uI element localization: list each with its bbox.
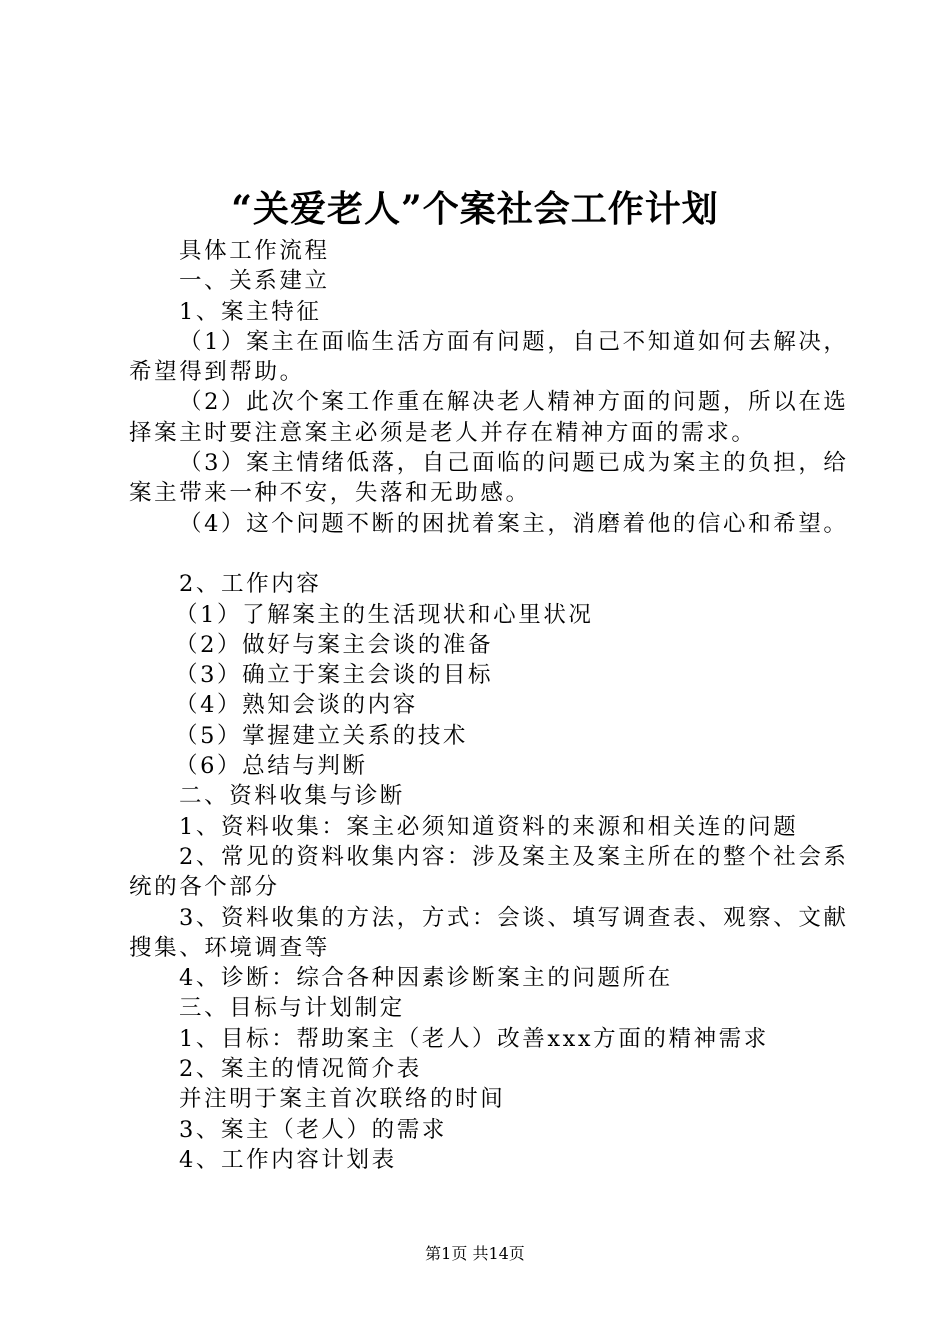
- subsection-heading: 2、工作内容: [179, 571, 322, 598]
- section-heading: 二、资料收集与诊断: [179, 783, 405, 810]
- section-heading: 三、目标与计划制定: [179, 995, 405, 1022]
- paragraph: （1）案主在面临生活方面有问题，自己不知道如何去解决，希望得到帮助。: [129, 328, 849, 386]
- list-item: （6）总结与判断: [175, 753, 368, 780]
- blank-line: [129, 539, 849, 569]
- document-title: “关爱老人”个案社会工作计划: [231, 188, 719, 230]
- section-heading: 一、关系建立: [179, 268, 330, 295]
- paragraph: （2）此次个案工作重在解决老人精神方面的问题，所以在选择案主时要注意案主必须是老人并存在精神方面的需求。: [129, 389, 849, 446]
- paragraph: 4、工作内容计划表: [179, 1146, 397, 1173]
- document-body: [129, 236, 849, 1175]
- paragraph: 2、常见的资料收集内容：涉及案主及案主所在的整个社会系统的各个部分: [129, 843, 849, 901]
- paragraph: 3、资料收集的方法，方式：会谈、填写调查表、观察、文献搜集、环境调查等: [129, 904, 849, 961]
- paragraph: 具体工作流程: [179, 238, 330, 264]
- paragraph: 并注明于案主首次联络的时间: [179, 1086, 506, 1113]
- list-item: （4）熟知会谈的内容: [175, 692, 418, 719]
- paragraph: 2、案主的情况简介表: [179, 1056, 422, 1083]
- subsection-heading: 1、案主特征: [179, 298, 322, 325]
- paragraph: 1、资料收集：案主必须知道资料的来源和相关连的问题: [179, 813, 799, 840]
- list-item: （1）了解案主的生活现状和心里状况: [175, 601, 594, 628]
- list-item: （3）确立于案主会谈的目标: [175, 662, 494, 689]
- paragraph: 4、诊断：综合各种因素诊断案主的问题所在: [179, 965, 673, 992]
- list-item: （5）掌握建立关系的技术: [175, 722, 469, 749]
- paragraph: （3）案主情绪低落，自己面临的问题已成为案主的负担，给案主带来一种不安，失落和无助感。: [129, 450, 849, 507]
- paragraph: 1、目标：帮助案主（老人）改善xxx方面的精神需求: [179, 1025, 769, 1052]
- paragraph: 3、案主（老人）的需求: [179, 1116, 447, 1143]
- page-footer: 第1页 共14页: [425, 1244, 525, 1263]
- paragraph: （4）这个问题不断的困扰着案主，消磨着他的信心和希望。: [179, 510, 849, 537]
- list-item: （2）做好与案主会谈的准备: [175, 631, 494, 658]
